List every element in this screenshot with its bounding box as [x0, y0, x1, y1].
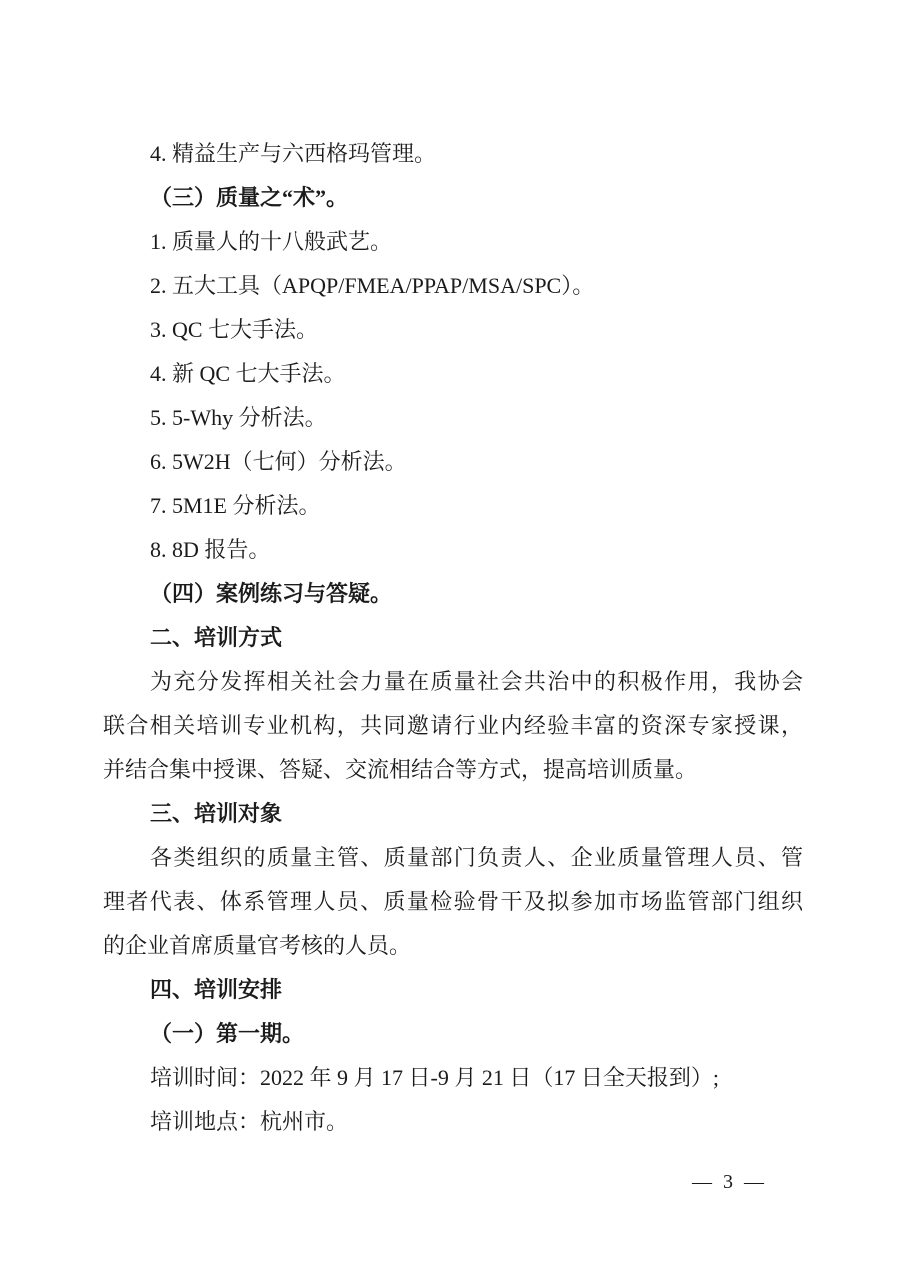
list-item: 6. 5W2H（七何）分析法。	[150, 449, 407, 474]
list-item: 培训时间：2022 年 9 月 17 日-9 月 21 日（17 日全天报到）;	[150, 1065, 719, 1090]
list-item: 3. QC 七大手法。	[150, 317, 319, 342]
page-number: — 3 —	[692, 1171, 767, 1193]
list-item: 5. 5-Why 分析法。	[150, 405, 327, 430]
page-footer	[692, 1170, 767, 1194]
paragraph-line: 联合相关培训专业机构，共同邀请行业内经验丰富的资深专家授课，	[103, 713, 803, 738]
list-item: 2. 五大工具（APQP/FMEA/PPAP/MSA/SPC）。	[150, 273, 595, 298]
list-item: 8. 8D 报告。	[150, 537, 271, 562]
section-heading: 四、培训安排	[150, 977, 283, 1002]
document-body	[103, 132, 803, 1144]
list-item: 培训地点：杭州市。	[150, 1109, 349, 1134]
paragraph-line: 为充分发挥相关社会力量在质量社会共治中的积极作用，我协会	[150, 669, 803, 694]
section-heading: 二、培训方式	[150, 625, 283, 650]
list-item: 4. 新 QC 七大手法。	[150, 361, 346, 386]
list-item: 4. 精益生产与六西格玛管理。	[150, 141, 437, 166]
paragraph-line: 并结合集中授课、答疑、交流相结合等方式，提高培训质量。	[103, 757, 698, 782]
paragraph-line: 的企业首席质量官考核的人员。	[103, 933, 412, 958]
section-heading: 三、培训对象	[150, 801, 283, 826]
paragraph-line: 各类组织的质量主管、质量部门负责人、企业质量管理人员、管	[150, 845, 803, 870]
paragraph-line: 理者代表、体系管理人员、质量检验骨干及拟参加市场监管部门组织	[103, 889, 803, 914]
list-item: 1. 质量人的十八般武艺。	[150, 229, 393, 254]
sub-heading: （一）第一期。	[150, 1021, 305, 1046]
sub-heading: （四）案例练习与答疑。	[150, 581, 393, 606]
sub-heading: （三）质量之“术”。	[150, 185, 349, 210]
list-item: 7. 5M1E 分析法。	[150, 493, 321, 518]
